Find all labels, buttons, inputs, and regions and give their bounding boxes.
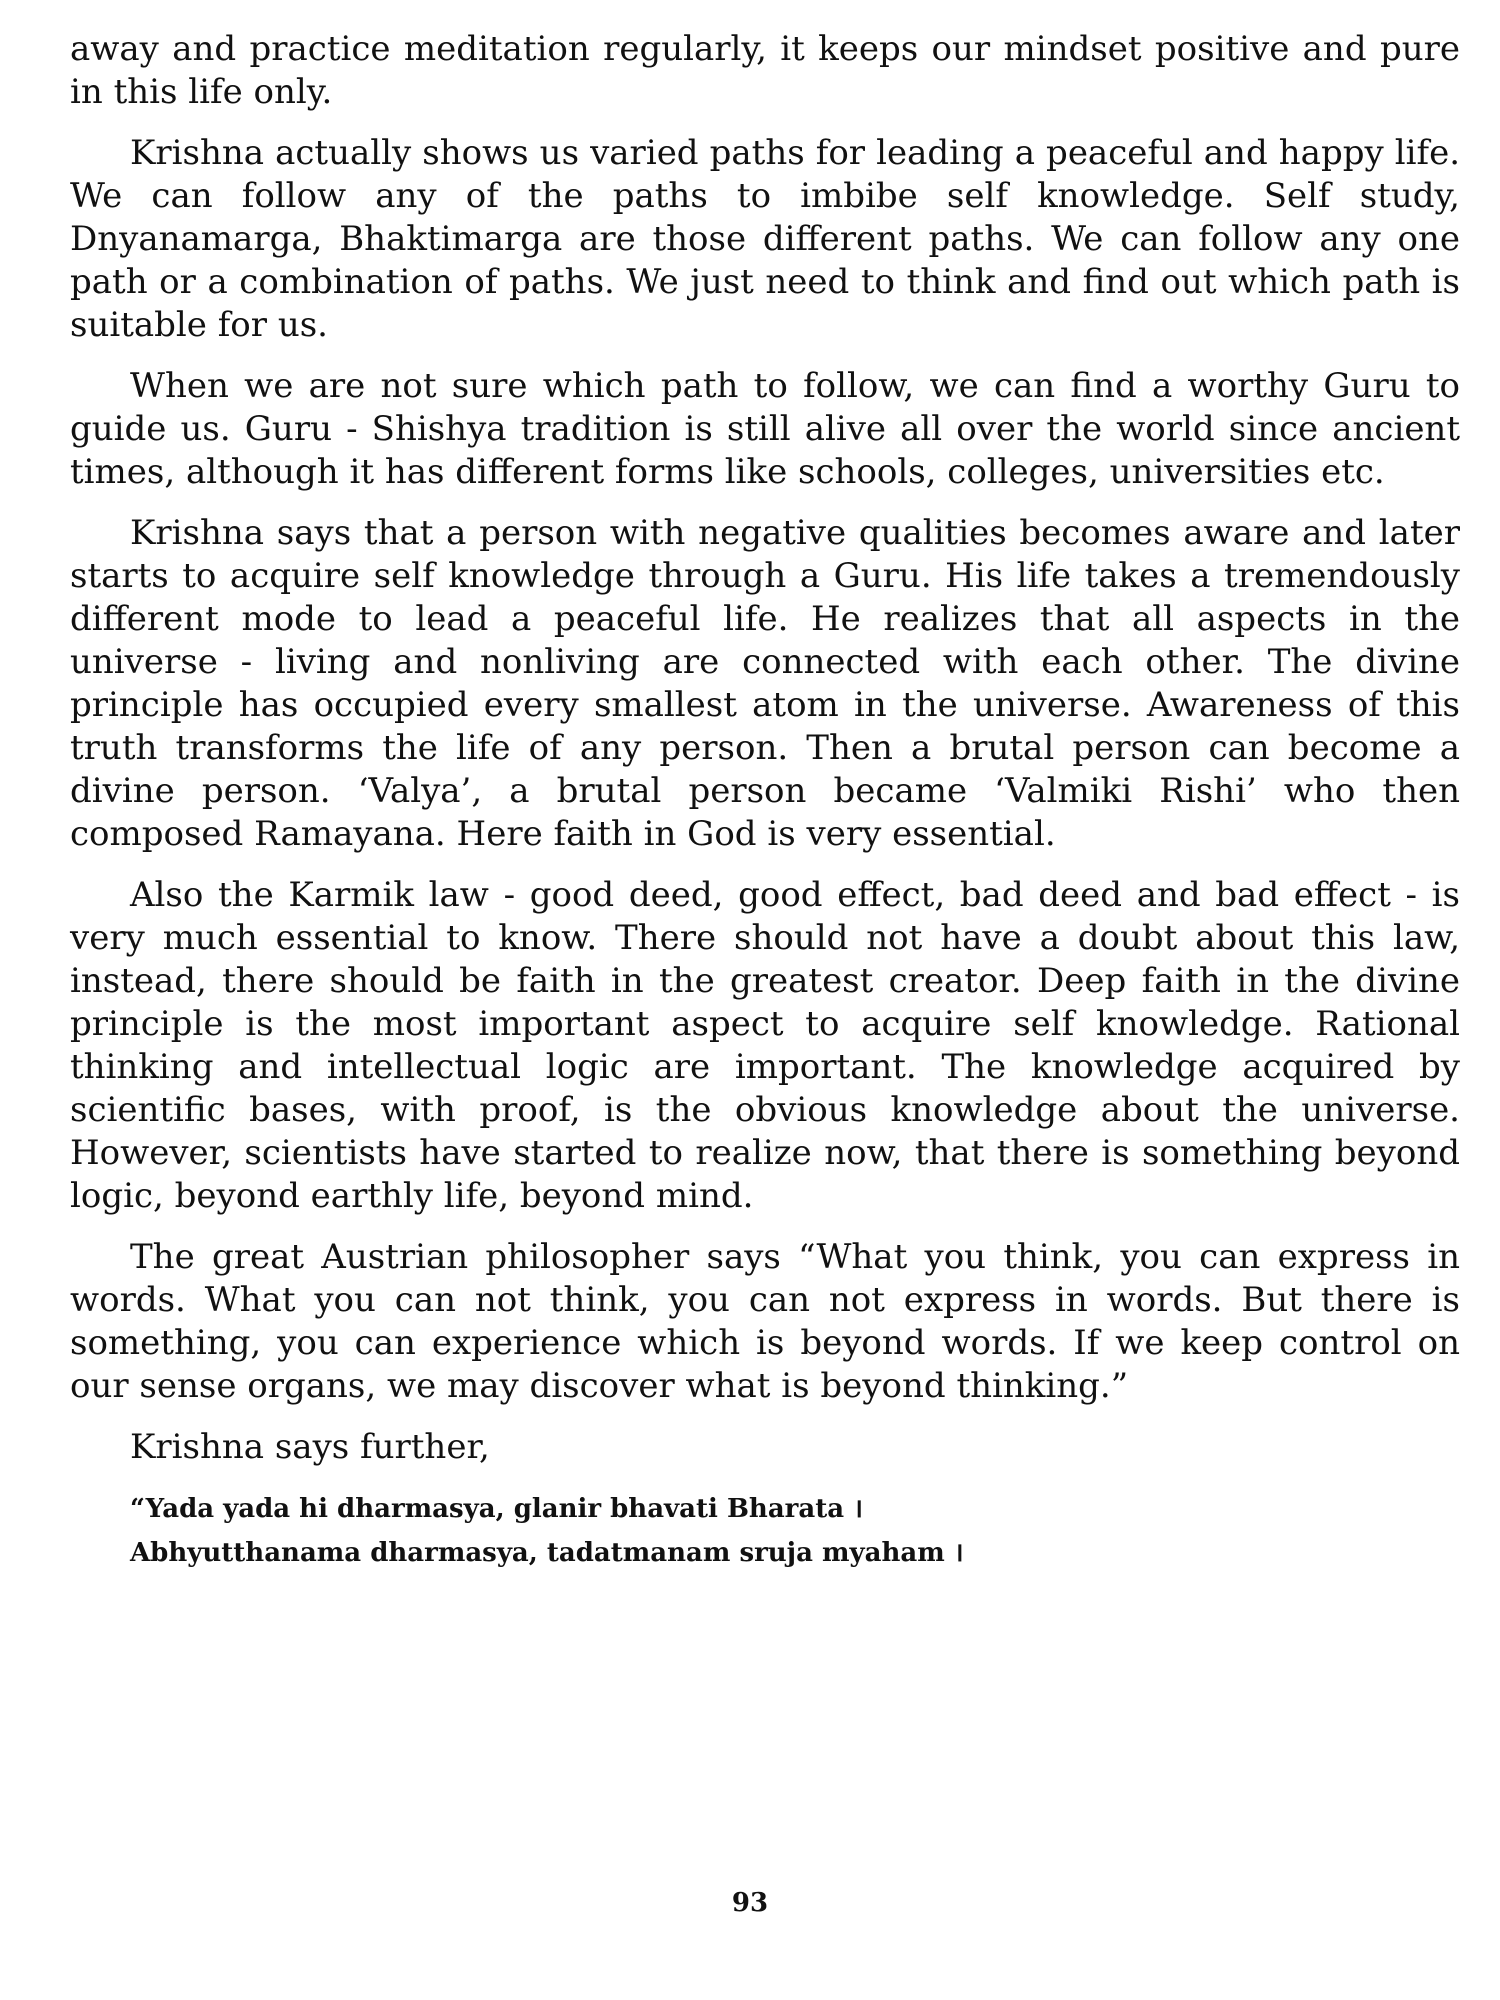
paragraph-guru: When we are not sure which path to follow, we can find a worthy Guru to guide us. Guru - Shishya tradition is still alive all over the world since ancient times, although it has different forms like schools, colleges, universities etc. — [70, 366, 1460, 492]
paragraph-paths: Krishna actually shows us varied paths for leading a peaceful and happy life. We can follow any of the paths to imbibe self knowledge. Self study, Dnyanamarga, Bhaktimarga are those different paths. We can follow any one path or a combination of paths. We just need to think and find out which path is suitable for us. — [70, 133, 1460, 345]
page-number: 93 — [731, 1888, 769, 1918]
paragraph-continuation: away and practice meditation regularly, it keeps our mindset positive and pure in this life only. — [70, 29, 1460, 112]
paragraph-krishna-says: Krishna says further, — [130, 1427, 490, 1467]
paragraph-karmik-law: Also the Karmik law - good deed, good effect, bad deed and bad effect - is very much essential to know. There should not have a doubt about this law, instead, there should be faith in the greatest creator. Deep faith in the divine principle is the most important aspect to acquire self knowledge. Rational thinking and intellectual logic are important. The knowledge acquired by scientific bases, with proof, is the obvious knowledge about the universe. However, scientists have started to realize now, that there is something beyond logic, beyond earthly life, beyond mind. — [70, 875, 1460, 1216]
verse-block — [70, 1487, 1460, 1575]
verse-line-1: “Yada yada hi dharmasya, glanir bhavati Bharata । — [130, 1494, 863, 1524]
verse-line-2: Abhyutthanama dharmasya, tadatmanam sruja myaham । — [130, 1538, 964, 1568]
paragraph-transformation: Krishna says that a person with negative qualities becomes aware and later starts to acquire self knowledge through a Guru. His life takes a tremendously different mode to lead a peaceful life. He realizes that all aspects in the universe - living and nonliving are connected with each other. The divine principle has occupied every smallest atom in the universe. Awareness of this truth transforms the life of any person. Then a brutal person can become a divine person. ‘Valya’, a brutal person became ‘Valmiki Rishi’ who then composed Ramayana. Here faith in God is very essential. — [70, 513, 1460, 854]
book-page — [70, 28, 1460, 1575]
paragraph-philosopher-quote: The great Austrian philosopher says “What you think, you can express in words. What you can not think, you can not express in words. But there is something, you can experience which is beyond words. If we keep control on our sense organs, we may discover what is beyond thinking.” — [70, 1237, 1460, 1406]
